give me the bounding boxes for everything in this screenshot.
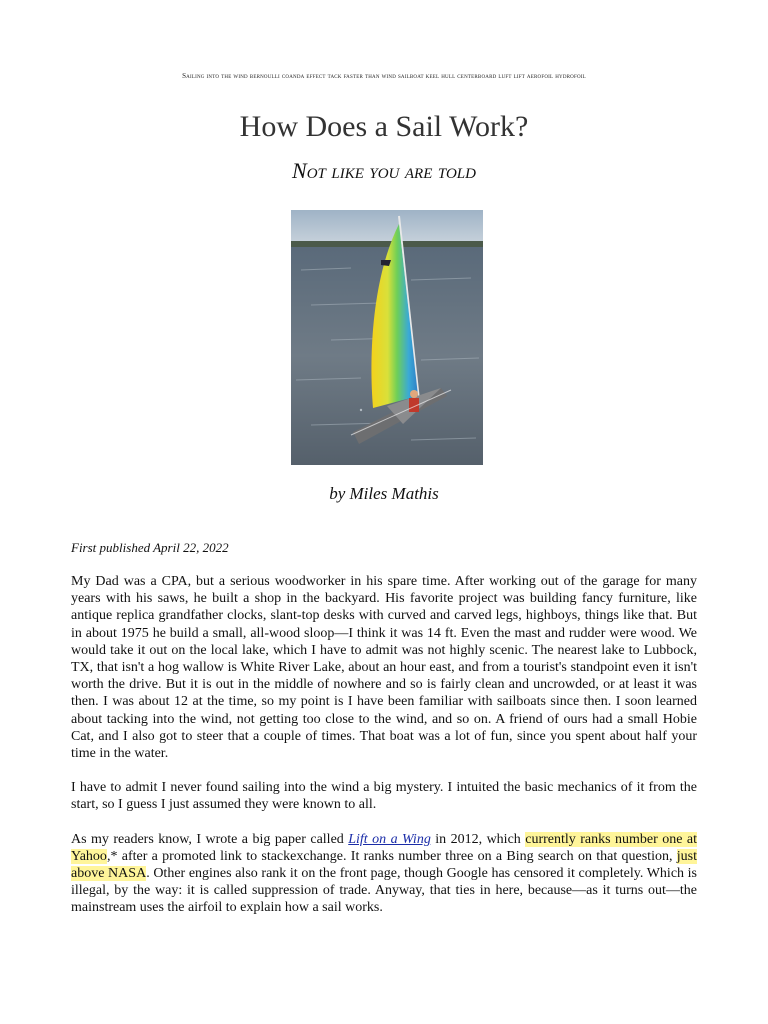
paragraph-2: I have to admit I never found sailing into the wind a big mystery. I intuited the basic mechanics of it from the start, so I guess I just assumed they were known to all. — [71, 780, 697, 813]
article-body — [71, 573, 697, 934]
highlighted-text: currently ranks number one at Yahoo — [71, 831, 697, 864]
page-title: How Does a Sail Work? — [239, 110, 529, 143]
paragraph-3-text: As my readers know, I wrote a big paper called — [71, 831, 349, 847]
paragraph-3 — [71, 831, 697, 917]
publish-date: First published April 22, 2022 — [71, 540, 229, 555]
paragraph-1: My Dad was a CPA, but a serious woodworker in his spare time. After working out of the garage for many years with his saws, he built a shop in the backyard. His favorite project was building fancy furniture, like antique replica grandfather clocks, slant-top desks with curved and carved legs, highboys, things like that. But in about 1975 he build a small, all-wood sloop—I think it was 14 ft. Even the mast and rudder were wood. We would take it out on the local lake, which I have to admit was not highly scenic. The nearest lake to Lubbock, TX, that isn't a hog wallow is White River Lake, about an hour east, and from a tourist's standpoint even it isn't worth the drive. But it is out in the middle of nowhere and so is fairly clean and uncrowded, or at least it was then. I was about 12 at the time, so my point is I have been familiar with sailboats since then. I soon learned about tacking into the wind, not getting too close to the wind, and so on. A friend of ours had a small Hobie Cat, and I also got to steer that a couple of times. That boat was a lot of fun, since you spent about half your time in the water. — [71, 574, 697, 762]
catamaran-photo — [291, 210, 483, 465]
byline: by Miles Mathis — [329, 484, 439, 503]
lift-on-a-wing-link[interactable]: Lift on a Wing — [348, 831, 431, 847]
page-subtitle: Not like you are told — [292, 158, 476, 183]
keywords-line: Sailing into the wind bernoulli coanda effect tack faster than wind sailboat keel hull centerboard luft lift aerofoil hydrofoil — [182, 72, 586, 80]
paragraph-3-text: in 2012, which — [430, 831, 526, 847]
paragraph-3-text: ,* after a promoted link to stackexchange. It ranks number three on a Bing search on that question, — [106, 848, 677, 864]
paragraph-3-text: . Other engines also rank it on the front page, though Google has censored it completely. Which is illegal, by the way: it is called suppression of trade. Anyway, that ties in here, because—as it turns out—the mainstream uses the airfoil to explain how a sail works. — [71, 866, 697, 916]
highlighted-text: just above NASA — [71, 848, 697, 882]
